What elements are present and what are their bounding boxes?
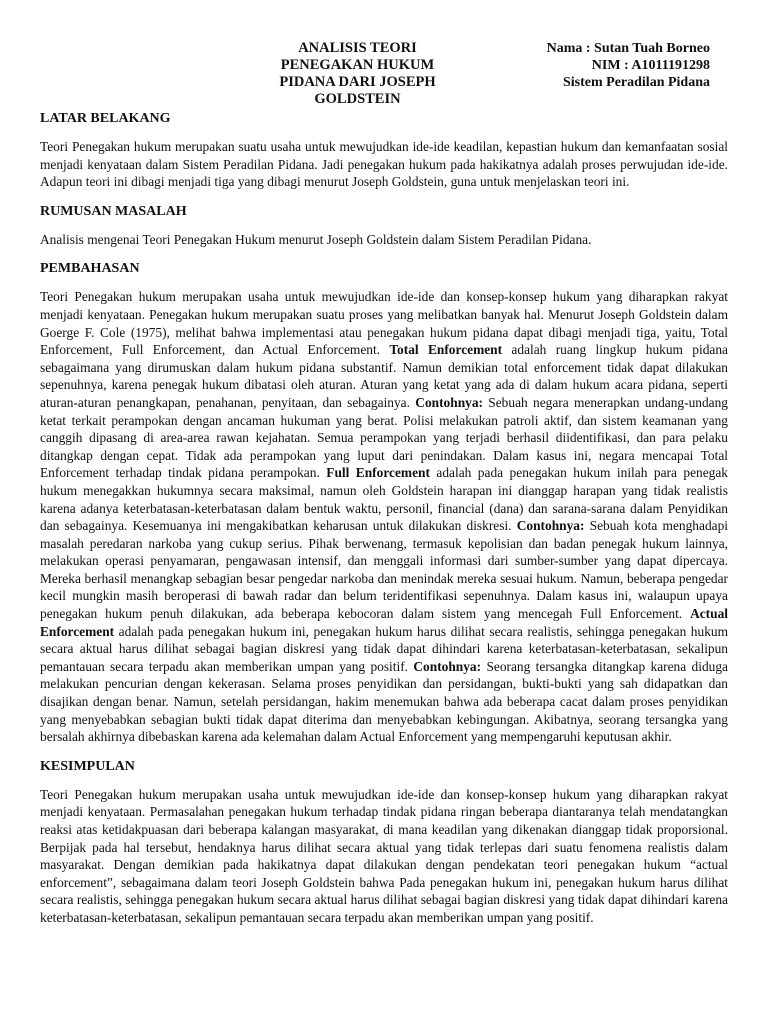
paragraph-pembahasan (40, 288, 728, 745)
paragraph-rumusan-masalah: Analisis mengenai Teori Penegakan Hukum menurut Joseph Goldstein dalam Sistem Peradilan Pidana. (40, 231, 592, 247)
document-title (245, 40, 470, 108)
contoh-label-3: Contohnya: (413, 658, 482, 674)
student-nim: NIM : A1011191298 (591, 58, 710, 73)
pembahasan-text-5: Sebuah kota menghadapi masalah peredaran narkoba yang cukup serius. Pihak berwenang, termasuk kepolisian dan badan penegak hukum lainnya, melakukan operasi penyamaran, pengawasan intensif, dan menggali informasi dari sumber-sumber yang dapat dipercaya. Mereka berhasil menangkap sebagian besar pengedar narkoba dan menindak mereka sesuai hukum. Namun, beberapa pengedar kecil mungkin masih beroperasi di bawah radar dan belum teridentifikasi sepenuhnya. Dalam kasus ini, walaupun upaya penegakan hukum penuh dilakukan, ada beberapa kebocoran dalam sistem yang mencegah Full Enforcement. (40, 518, 728, 622)
contoh-label-2: Contohnya: (516, 518, 585, 534)
full-enforcement-label: Full Enforcement (326, 465, 430, 481)
pembahasan-text-2: adalah ruang lingkup hukum pidana sebagaimana yang dirumuskan dalam hukum pidana substantif. Namun demikian total enforcement tidak dapat dilakukan sepenuhnya, karena penegak hukum dibatasi oleh aturan. Aturan yang ketat yang ada di dalam hukum acara pidana, seperti aturan-aturan penangkapan, penahanan, penyitaan, dan sebagainya. (40, 342, 728, 410)
document-body (40, 110, 728, 927)
course-name: Sistem Peradilan Pidana (562, 75, 710, 90)
title-line-4: GOLDSTEIN (314, 91, 401, 107)
total-enforcement-label: Total Enforcement (389, 342, 503, 358)
paragraph-kesimpulan: Teori Penegakan hukum merupakan usaha untuk mewujudkan ide-ide dan konsep-konsep hukum yang diharapkan rakyat menjadi kenyataan. Permasalahan penegakan hukum terhadap tindak pidana ringan beberapa diantaranya telah mendatangkan reaksi atas ketidakpuasan dari beberapa kalangan masyarakat, di mana keadilan yang dikenakan dianggap tidak proporsional. Berpijak pada hal tersebut, hendaknya harus dilihat secara aktual yang tidak terlepas dari suatu fenomena realistis dalam masyarakat. Dengan demikian pada hakikatnya dapat dilakukan dengan pendekatan teori penegakan hukum “actual enforcement”, sebagaimana dalam teori Joseph Goldstein bahwa Pada penegakan hukum ini, penegakan hukum harus dilihat secara realistis, sehingga penegakan hukum secara aktual harus dilihat sebagai bagian diskresi yang tidak dapat dihindari karena keterbatasan-keterbatasan, sekalipun pemantauan secara terpadu akan memberikan umpan yang positif. (40, 786, 728, 925)
pembahasan-text-1: Teori Penegakan hukum merupakan usaha untuk mewujudkan ide-ide dan konsep-konsep hukum yang diharapkan rakyat menjadi kenyataan. Penegakan hukum merupakan suatu proses yang melibatkan banyak hal. Menurut Joseph Goldstein dalam Goerge F. Cole (1975), melihat bahwa implementasi atau penegakan hukum pidana dapat dibagi menjadi tiga, yaitu, Total Enforcement, Full Enforcement, dan Actual Enforcement. (40, 289, 728, 358)
pembahasan-text-3: Sebuah negara menerapkan undang-undang ketat terkait perampokan dengan ancaman hukuman yang berat. Polisi melakukan patroli aktif, dan sistem keamanan yang canggih dipasang di area-area rawan kejahatan. Semua perampokan yang terjadi berhasil diidentifikasi, dan para pelaku ditangkap dengan cepat. Tidak ada perampokan yang luput dari penindakan. Dalam kasus ini, negara mencapai Total Enforcement terhadap tindak pidana perampokan. (40, 394, 728, 481)
actual-enforcement-label: Actual Enforcement (40, 606, 728, 639)
pembahasan-text-4: adalah pada penegakan hukum inilah para penegak hukum menegakkan hukumnya secara maksimal, namun oleh Goldstein harapan ini dianggap harapan yang tidak realistis karena adanya keterbatasan-keterbatasan dalam bentuk waktu, personil, financial (dana) dan sarana-sarana dalam Penyidikan dan sebagainya. Kesemuanya ini mengakibatkan keharusan untuk dilakukan diskresi. (40, 465, 729, 534)
heading-pembahasan: PEMBAHASAN (40, 261, 140, 277)
pembahasan-text-6: adalah pada penegakan hukum ini, penegakan hukum harus dilihat secara realistis, sehingga penegakan hukum secara aktual harus dilihat sebagai bagian diskresi yang tidak dapat dihindari karena keterbatasan-keterbatasan, sekalipun pemantauan secara terpadu akan memberikan umpan yang positif. (40, 623, 728, 674)
title-line-3: PIDANA DARI JOSEPH (279, 74, 436, 90)
heading-rumusan-masalah: RUMUSAN MASALAH (40, 203, 187, 219)
heading-latar-belakang: LATAR BELAKANG (40, 111, 171, 126)
contoh-label-1: Contohnya: (415, 394, 483, 410)
paragraph-latar-belakang: Teori Penegakan hukum merupakan suatu usaha untuk mewujudkan ide-ide keadilan, kepastian hukum dan kemanfaatan sosial menjadi kenyataan dalam Sistem Peradilan Pidana. Jadi penegakan hukum pada hakikatnya adalah proses perwujudan ide-ide. Adapun teori ini dibagi menjadi tiga yang dibagi menurut Joseph Goldstein, guna untuk menjelaskan teori ini. (40, 139, 728, 190)
pembahasan-text-7: Seorang tersangka ditangkap karena diduga melakukan pencurian dengan kekerasan. Selama proses penyidikan dan persidangan, bukti-bukti yang sah didapatkan dan disajikan dengan benar. Namun, setelah persidangan, hakim menemukan bahwa ada beberapa cacat dalam proses penyidikan yang menyebabkan sebagian bukti tidak dapat diterima dan menyebabkan kebingungan. Akibatnya, seorang tersangka yang bersalah akhirnya dibebaskan karena ada kelemahan dalam Actual Enforcement yang mempengaruhi keputusan akhir. (40, 658, 728, 745)
student-info (547, 40, 710, 91)
heading-kesimpulan: KESIMPULAN (40, 758, 135, 774)
title-line-2: PENEGAKAN HUKUM (280, 57, 435, 73)
student-name: Nama : Sutan Tuah Borneo (546, 41, 710, 56)
title-line-1: ANALISIS TEORI (298, 40, 417, 56)
